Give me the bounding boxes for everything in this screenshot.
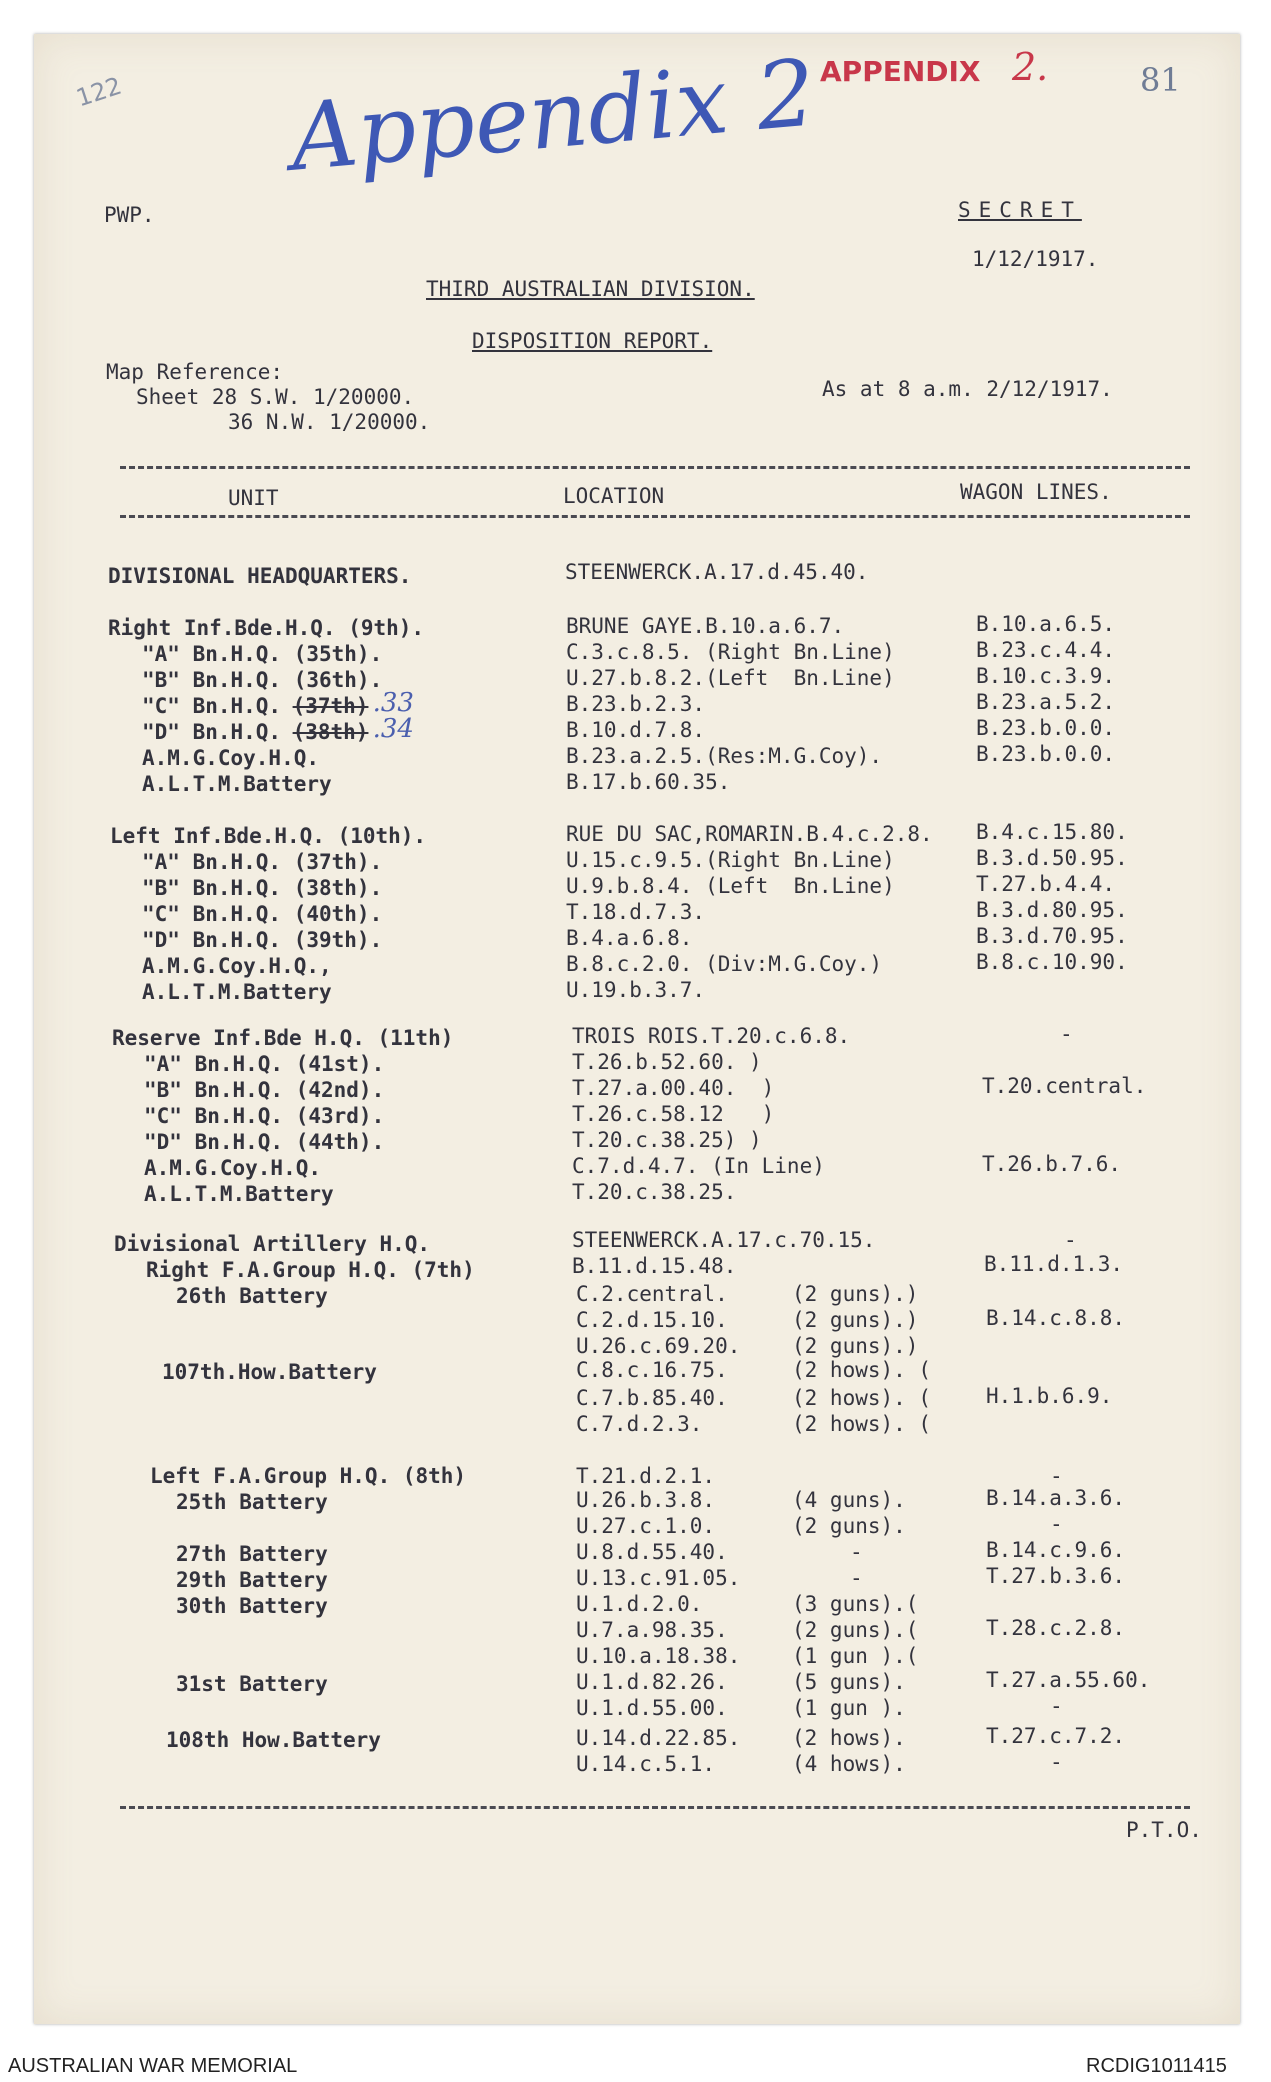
location-cell: T.18.d.7.3.: [566, 900, 706, 924]
folio-number: 81: [1140, 61, 1181, 99]
unit-name: A.L.T.M.Battery: [142, 772, 332, 796]
location-cell: BRUNE GAYE.B.10.a.6.7.: [566, 614, 845, 638]
unit-name: "D" Bn.H.Q.: [142, 720, 282, 744]
battery-location: C.8.c.16.75.: [576, 1358, 728, 1382]
battery-name: 108th How.Battery: [166, 1728, 381, 1752]
gun-count: (1 gun ).(: [792, 1644, 919, 1668]
struck-unit-number: (37th): [292, 694, 369, 718]
unit-name: "A" Bn.H.Q. (35th).: [142, 642, 383, 666]
appendix-stamp: APPENDIX: [820, 55, 981, 88]
location-cell: B.8.c.2.0. (Div:M.G.Coy.): [566, 952, 883, 976]
gun-count: (4 hows).: [792, 1752, 906, 1776]
battery-wagon-lines: B.14.c.9.6.: [986, 1538, 1126, 1562]
document-date: 1/12/1917.: [972, 247, 1099, 271]
wagon-lines-cell: B.23.c.4.4.: [976, 638, 1116, 662]
location-cell: RUE DU SAC,ROMARIN.B.4.c.2.8.: [566, 822, 933, 846]
column-header-location: LOCATION: [563, 484, 665, 508]
map-sheet-1: Sheet 28 S.W. 1/20000.: [136, 385, 415, 409]
unit-name: A.M.G.Coy.H.Q.: [144, 1156, 322, 1180]
battery-wagon-lines: T.28.c.2.8.: [986, 1616, 1126, 1640]
battery-location: U.7.a.98.35.: [576, 1618, 728, 1642]
gun-count: (2 guns).: [792, 1514, 906, 1538]
location-cell: U.27.b.8.2.(Left Bn.Line): [566, 666, 895, 690]
location-cell: C.7.d.4.7. (In Line): [572, 1154, 825, 1178]
location-cell: U.15.c.9.5.(Right Bn.Line): [566, 848, 895, 872]
location-cell: B.4.a.6.8.: [566, 926, 693, 950]
gun-count: (4 guns).: [792, 1488, 906, 1512]
unit-name: "D" Bn.H.Q. (39th).: [142, 928, 383, 952]
location-cell: U.9.b.8.4. (Left Bn.Line): [566, 874, 895, 898]
artillery-hq-unit: Divisional Artillery H.Q.: [114, 1232, 431, 1256]
location-cell: B.10.d.7.8.: [566, 718, 706, 742]
as-at-time: As at 8 a.m. 2/12/1917.: [822, 377, 1113, 401]
battery-location: C.7.b.85.40.: [576, 1386, 728, 1410]
unit-name: "D" Bn.H.Q. (44th).: [144, 1130, 385, 1154]
location-cell: T.27.a.00.40. ): [572, 1076, 775, 1100]
battery-location: U.1.d.55.00.: [576, 1696, 728, 1720]
battery-location: C.7.d.2.3.: [576, 1412, 703, 1436]
battery-location: U.1.d.2.0.: [576, 1592, 703, 1616]
appendix-number: 2.: [1012, 45, 1049, 89]
battery-name: 31st Battery: [176, 1672, 328, 1696]
map-reference-label: Map Reference:: [106, 360, 284, 384]
battery-name: 25th Battery: [176, 1490, 328, 1514]
battery-name: 107th.How.Battery: [162, 1360, 377, 1384]
classification: SECRET: [958, 198, 1082, 222]
location-cell: T.20.c.38.25) ): [572, 1128, 762, 1152]
battery-location: U.26.b.3.8.: [576, 1488, 716, 1512]
footer-source: AUSTRALIAN WAR MEMORIAL: [8, 2055, 298, 2077]
battery-wagon-lines: -: [1050, 1512, 1063, 1536]
left-fa-group-wagon: -: [1050, 1464, 1063, 1488]
pencil-page-number: 122: [72, 71, 126, 113]
wagon-lines-cell: B.3.d.50.95.: [976, 846, 1128, 870]
unit-name: "B" Bn.H.Q. (42nd).: [144, 1078, 385, 1102]
battery-location: U.14.d.22.85.: [576, 1726, 741, 1750]
battery-wagon-lines: H.1.b.6.9.: [986, 1384, 1113, 1408]
gun-count: (3 guns).(: [792, 1592, 919, 1616]
wagon-lines-cell: -: [1060, 1022, 1073, 1046]
gun-count: -: [850, 1540, 863, 1564]
battery-name: 30th Battery: [176, 1594, 328, 1618]
battery-location: U.10.a.18.38.: [576, 1644, 741, 1668]
unit-name: "C" Bn.H.Q. (40th).: [142, 902, 383, 926]
gun-count: (5 guns).: [792, 1670, 906, 1694]
unit-name: "C" Bn.H.Q. (43rd).: [144, 1104, 385, 1128]
battery-wagon-lines: T.27.c.7.2.: [986, 1724, 1126, 1748]
gun-count: (2 hows). (: [792, 1412, 932, 1436]
wagon-lines-cell: B.3.d.80.95.: [976, 898, 1128, 922]
wagon-lines-cell: B.3.d.70.95.: [976, 924, 1128, 948]
location-cell: C.3.c.8.5. (Right Bn.Line): [566, 640, 895, 664]
battery-location: U.26.c.69.20.: [576, 1334, 741, 1358]
wagon-lines-cell: B.23.a.5.2.: [976, 690, 1116, 714]
footer-id: RCDIG1011415: [1086, 2055, 1227, 2077]
battery-wagon-lines: -: [1050, 1694, 1063, 1718]
unit-name: Reserve Inf.Bde H.Q. (11th): [112, 1026, 454, 1050]
column-header-unit: UNIT: [228, 486, 279, 510]
unit-name: A.L.T.M.Battery: [144, 1182, 334, 1206]
battery-location: U.8.d.55.40.: [576, 1540, 728, 1564]
right-fa-group-location: B.11.d.15.48.: [572, 1254, 737, 1278]
divider: [120, 515, 1190, 518]
location-cell: T.20.c.38.25.: [572, 1180, 737, 1204]
right-fa-group-unit: Right F.A.Group H.Q. (7th): [146, 1258, 475, 1282]
battery-location: U.14.c.5.1.: [576, 1752, 716, 1776]
battery-wagon-lines: B.14.a.3.6.: [986, 1486, 1126, 1510]
location-cell: U.19.b.3.7.: [566, 978, 706, 1002]
unit-name: A.L.T.M.Battery: [142, 980, 332, 1004]
gun-count: (2 guns).): [792, 1282, 919, 1306]
wagon-lines-cell: B.23.b.0.0.: [976, 742, 1116, 766]
left-fa-group-unit: Left F.A.Group H.Q. (8th): [150, 1464, 467, 1488]
pto: P.T.O.: [1126, 1818, 1202, 1842]
gun-count: (2 hows). (: [792, 1358, 932, 1382]
wagon-lines-cell: T.27.b.4.4.: [976, 872, 1116, 896]
unit-name: "A" Bn.H.Q. (41st).: [144, 1052, 385, 1076]
gun-count: -: [850, 1566, 863, 1590]
right-fa-group-wagon: B.11.d.1.3.: [984, 1252, 1124, 1276]
battery-location: U.1.d.82.26.: [576, 1670, 728, 1694]
battery-location: C.2.d.15.10.: [576, 1308, 728, 1332]
wagon-lines-cell: B.10.a.6.5.: [976, 612, 1116, 636]
division-title: THIRD AUSTRALIAN DIVISION.: [426, 277, 755, 301]
wagon-lines-cell: B.4.c.15.80.: [976, 820, 1128, 844]
gun-count: (1 gun ).: [792, 1696, 906, 1720]
unit-name: A.M.G.Coy.H.Q.,: [142, 954, 332, 978]
unit-name: Left Inf.Bde.H.Q. (10th).: [110, 824, 427, 848]
column-header-wagon-lines: WAGON LINES.: [960, 480, 1112, 504]
divider: [120, 466, 1190, 469]
artillery-hq-wagon: -: [1064, 1228, 1077, 1252]
wagon-lines-cell: B.23.b.0.0.: [976, 716, 1116, 740]
handwritten-appendix-title: Appendix 2: [286, 39, 820, 192]
unit-name: A.M.G.Coy.H.Q.: [142, 746, 320, 770]
location-cell: TROIS ROIS.T.20.c.6.8.: [572, 1024, 851, 1048]
handwritten-correction: .34: [372, 714, 414, 744]
unit-name: "C" Bn.H.Q.: [142, 694, 282, 718]
location-cell: B.23.b.2.3.: [566, 692, 706, 716]
report-title: DISPOSITION REPORT.: [472, 329, 713, 353]
div-hq-unit: DIVISIONAL HEADQUARTERS.: [108, 564, 412, 588]
battery-location: U.13.c.91.05.: [576, 1566, 741, 1590]
wagon-lines-cell: T.20.central.: [982, 1074, 1147, 1098]
handwritten-correction: .33: [372, 688, 414, 718]
gun-count: (2 guns).): [792, 1334, 919, 1358]
wagon-lines-cell: T.26.b.7.6.: [982, 1152, 1122, 1176]
location-cell: B.17.b.60.35.: [566, 770, 731, 794]
battery-name: 27th Battery: [176, 1542, 328, 1566]
gun-count: (2 guns).(: [792, 1618, 919, 1642]
artillery-hq-location: STEENWERCK.A.17.c.70.15.: [572, 1228, 876, 1252]
location-cell: T.26.c.58.12 ): [572, 1102, 775, 1126]
battery-location: U.27.c.1.0.: [576, 1514, 716, 1538]
unit-name: "B" Bn.H.Q. (36th).: [142, 668, 383, 692]
struck-unit-number: (38th): [292, 720, 369, 744]
unit-name: "A" Bn.H.Q. (37th).: [142, 850, 383, 874]
battery-name: 29th Battery: [176, 1568, 328, 1592]
div-hq-location: STEENWERCK.A.17.d.45.40.: [565, 560, 869, 584]
battery-name: 26th Battery: [176, 1284, 328, 1308]
gun-count: (2 hows). (: [792, 1386, 932, 1410]
battery-location: C.2.central.: [576, 1282, 728, 1306]
map-sheet-2: 36 N.W. 1/20000.: [228, 410, 431, 434]
location-cell: T.26.b.52.60. ): [572, 1050, 762, 1074]
left-fa-group-location: T.21.d.2.1.: [576, 1464, 716, 1488]
battery-wagon-lines: T.27.a.55.60.: [986, 1668, 1151, 1692]
gun-count: (2 hows).: [792, 1726, 906, 1750]
location-cell: B.23.a.2.5.(Res:M.G.Coy).: [566, 744, 883, 768]
wagon-lines-cell: B.8.c.10.90.: [976, 950, 1128, 974]
divider: [120, 1806, 1190, 1809]
unit-name: Right Inf.Bde.H.Q. (9th).: [108, 616, 425, 640]
file-reference: PWP.: [104, 203, 155, 227]
gun-count: (2 guns).): [792, 1308, 919, 1332]
unit-name: "B" Bn.H.Q. (38th).: [142, 876, 383, 900]
wagon-lines-cell: B.10.c.3.9.: [976, 664, 1116, 688]
battery-wagon-lines: B.14.c.8.8.: [986, 1306, 1126, 1330]
battery-wagon-lines: -: [1050, 1750, 1063, 1774]
battery-wagon-lines: T.27.b.3.6.: [986, 1564, 1126, 1588]
